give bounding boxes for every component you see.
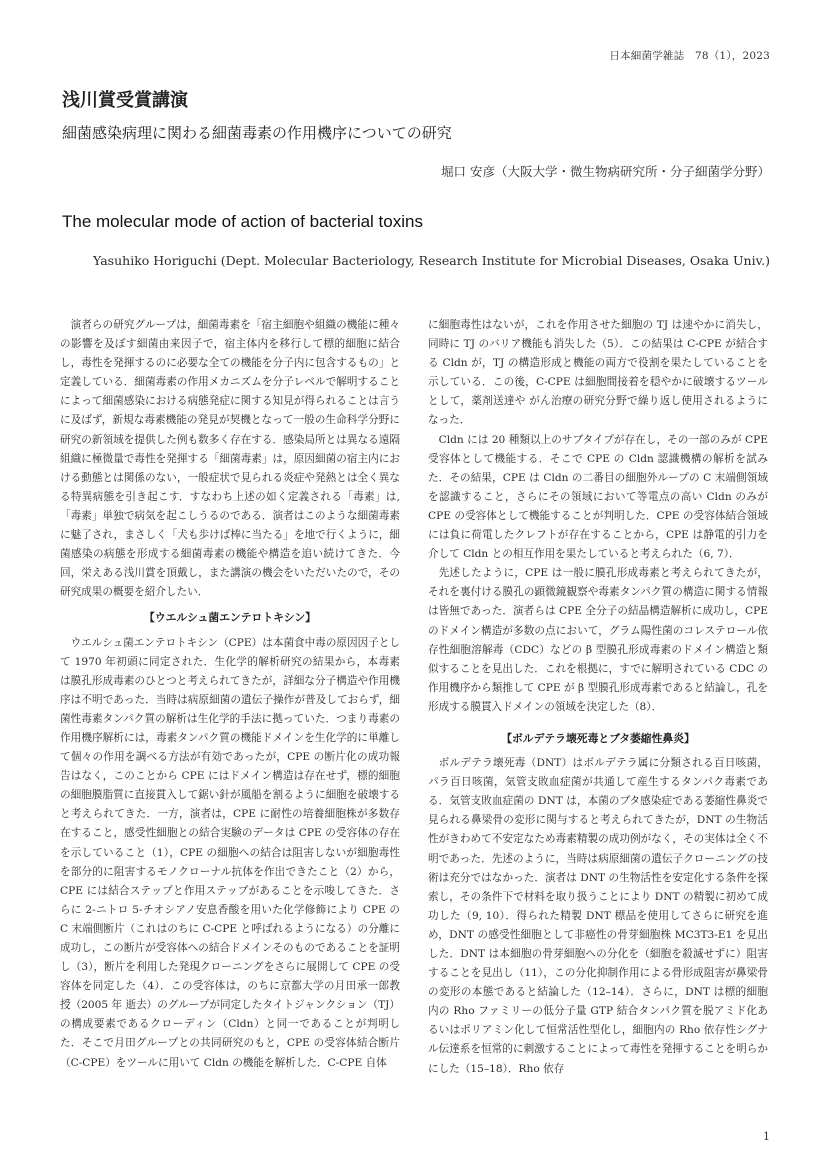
section-heading-cpe: 【ウエルシュ菌エンテロトキシン】 (144, 611, 316, 625)
cpe-continued-paragraph: に細胞毒性はないが，これを作用させた細胞の TJ は速やかに消失し，同時に TJ のバリア機能も消失した（5）．この結果は C-CPE が結合する Cldn が，TJ の構造形成と機能の両方で役割を果たしていることを示している．この後，C-CPE は細胞間接着を穏やかに破壊するツールとして，薬剤送達や がん治療の研究分野で繰り返し使用されるようになった． (428, 319, 768, 427)
page-number: 1 (763, 1130, 770, 1143)
english-author: Yasuhiko Horiguchi (Dept. Molecular Bacteriology, Research Institute for Microbial Diseases, Osaka Univ.) (92, 253, 770, 268)
section-heading-dnt: 【ボルデテラ壊死毒とブタ萎縮性鼻炎】 (501, 731, 695, 745)
journal-citation: 日本細菌学雑誌 78（1），2023 (609, 50, 770, 62)
award-lecture-heading: 浅川賞受賞講演 (62, 90, 188, 111)
cldn-paragraph: Cldn には 20 種類以上のサブタイプが存在し，その一部のみが CPE 受容体として機能する．そこで CPE の Cldn 認識機構の解析を試みた．その結果，CPE は Cldn の二番目の細胞外ループの C 末端側領域を認識すること，さらにその領域において等電点の高い Cldn のみが CPE の受容体として機能することが判明した．CPE の受容体結合領域には負に荷電したクレフトが存在することから，CPE は静電的引力を介して Cldn との相互作用を果たしていると考えられた（6, 7）． (428, 433, 768, 561)
japanese-title: 細菌感染病理に関わる細菌毒素の作用機序についての研究 (62, 124, 452, 142)
cpe-paragraph: ウエルシュ菌エンテロトキシン（CPE）は本菌食中毒の原因因子として 1970 年初頭に同定された．生化学的解析研究の結果から，本毒素は膜孔形成毒素のひとつと考えられてきたが，詳細な分子構造や作用機序は不明であった．当時は病原細菌の遺伝子操作が普及しておらず，細菌性毒素タンパク質の解析は生化学的手法に拠っていた．つまり毒素の作用機序解析には，毒素タンパク質の機能ドメインを生化学的に単離して個々の作用を調べる方法が有効であったが，CPE の断片化の成功報告はなく，このことから CPE にはドメイン構造は存在せず，標的細胞の細胞膜脂質に直接貫入して鋸い針が風船を割るように細胞を破壊すると考えられてきた．一方，演者は，CPE に耐性の培養細胞株が多数存在すること，感受性細胞との結合実験のデータは CPE の受容体の存在を示していること（1），CPE の細胞への結合は阻害しないが細胞毒性を部分的に阻害するモノクローナル抗体を作出できたこと（2）から，CPE には結合ステップと作用ステップがあることを示唆してきた．さらに 2-ニトロ 5-チオシアノ安息香酸を用いた化学修飾により CPE の C 末端側断片（これはのちに C-CPE と呼ばれるようになる）の分離に成功し，この断片が受容体への結合ドメインそのものであることを証明し（3），断片を利用した発現クローニングをさらに展開して CPE の受容体を同定した（4）．この受容体は，のちに京都大学の月田承一郎教授（2005 年 逝去）のグループが同定したタイトジャンクション（TJ）の構成要素であるクローディン（Cldn）と同一であることが判明した．そこで月田グループとの共同研究のもと，CPE の受容体結合断片（C-CPE）をツールに用いて Cldn の機能を解析した．C-CPE 自体 (60, 636, 400, 1069)
english-title: The molecular mode of action of bacterial toxins (62, 212, 423, 231)
right-column (428, 316, 768, 1079)
cpe-structure-paragraph: 先述したように，CPE は一般に膜孔形成毒素と考えられてきたが，それを裏付ける膜孔の顕微鏡観察や毒素タンパク質の構造に関する情報は皆無であった．演者らは CPE 全分子の結晶構造解析に成功し，CPE のドメイン構造が多数の点において，グラム陽性菌のコレステロール依存性細胞溶解毒（CDC）などの β 型膜孔形成毒素のドメイン構造と類似することを見出した．これを根拠に，すでに解明されている CDC の作用機序から類推して CPE が β 型膜孔形成毒素であると結論し，孔を形成する膜貫入ドメインの領域を決定した（8）． (428, 567, 768, 713)
intro-paragraph: 演者らの研究グループは，細菌毒素を「宿主細胞や組織の機能に種々の影響を及ぼす細菌由来因子で，宿主体内を移行して標的細胞に結合し，毒性を発揮するのに必要な全ての機能を分子内に包含するもの」と定義している．細菌毒素の作用メカニズムを分子レベルで解明することによって細菌感染における病態発症に関する知見が得られることは言うに及ばず，新規な毒素機能の発見が契機となって一般の生命科学分野に研究の新領域を提供した例も数多く存在する．感染局所とは異なる遠隔組織に極微量で毒性を発揮する「細菌毒素」は，原因細菌の宿主内における動態とは関係のない，一般症状で見られる炎症や発熱とは全く異なる特異病態を引き起こす．すなわち上述の如く定義される「毒素」は,「毒素」単独で病気を起こしうるのである．演者はこのような細菌毒素に魅了され，まさしく「犬も歩けば棒に当たる」を地で行くように，細菌感染の病態を形成する細菌毒素の機能や構造を追い続けてきた．今回，栄えある浅川賞を頂戴し，また講演の機会をいただいたので，その研究成果の概要を紹介したい． (60, 319, 400, 599)
dnt-paragraph: ボルデテラ壊死毒（DNT）はボルデテラ属に分類される百日咳菌，パラ百日咳菌，気管支敗血症菌が共通して産生するタンパク毒素である．気管支敗血症菌の DNT は，本菌のブタ感染症である萎縮性鼻炎で見られる鼻梁骨の変形に関与すると考えられてきたが，DNT の生物活性がきわめて不安定なため毒素精製の成功例がなく，その実体は全く不明であった．先述のように，当時は病原細菌の遺伝子クローニングの技術は充分ではなかった．演者は DNT の生物活性を安定化する条件を探索し，その条件下で材料を取り扱うことにより DNT の精製に初めて成功した（9, 10）．得られた精製 DNT 標品を使用してさらに研究を進め，DNT の感受性細胞として非癌性の骨芽細胞株 MC3T3-E1 を見出した．DNT は本細胞の骨芽細胞への分化を（細胞を殺滅せずに）阻害することを見出し（11），この分化抑制作用による骨形成阻害が鼻梁骨の変形の本態であると結論した（12–14）．さらに，DNT は標的細胞内の Rho ファミリーの低分子量 GTP 結合タンパク質を脱アミド化あるいはポリアミン化して恒常活性型化し，細胞内の Rho 依存性シグナル伝達系を恒常的に刺激することによって毒性を発揮することを明らかにした（15–18）．Rho 依存 (428, 757, 768, 1075)
japanese-author: 堀口 安彦（大阪大学・微生物病研究所・分子細菌学分野） (441, 164, 770, 179)
left-column (60, 316, 400, 1073)
